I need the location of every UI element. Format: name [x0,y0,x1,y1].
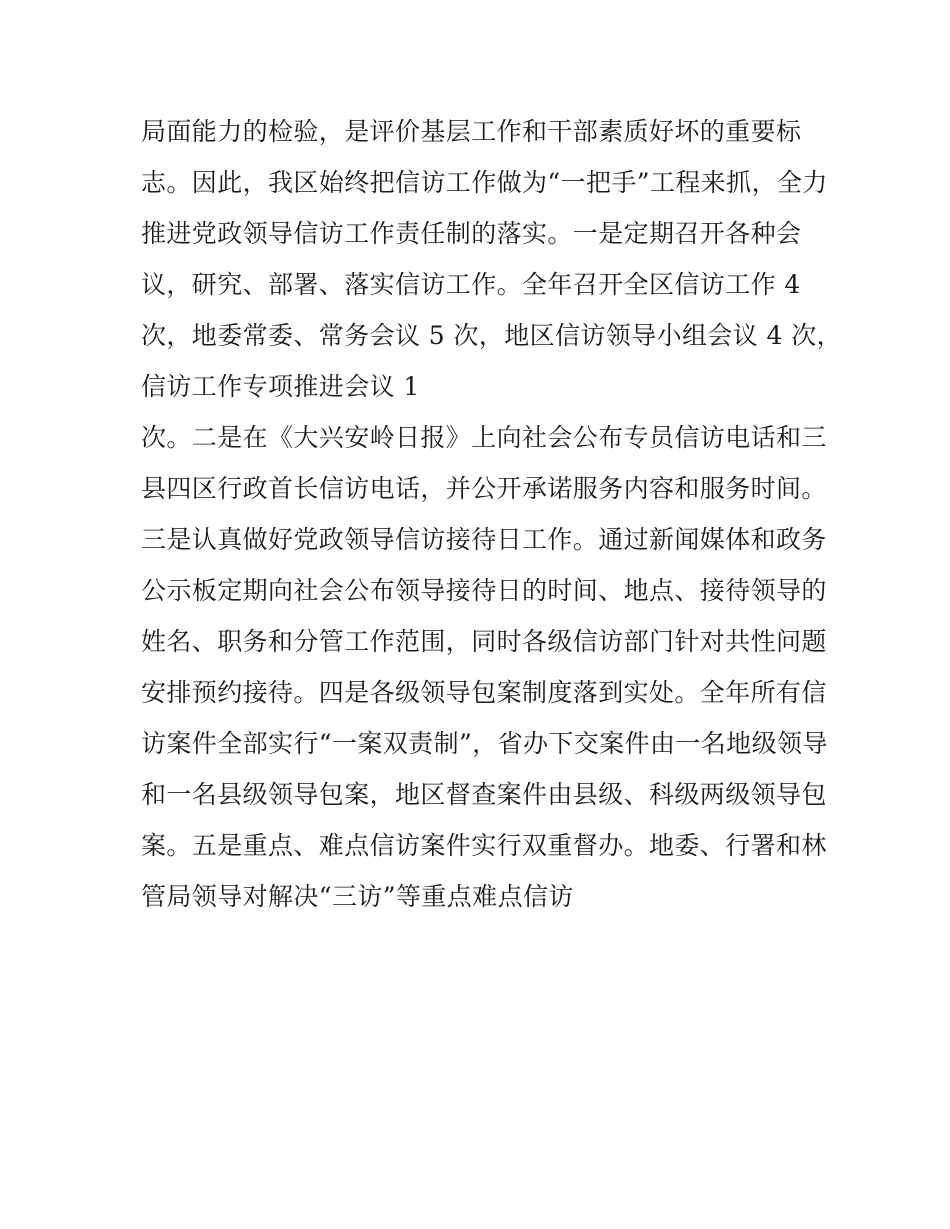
text-line: 次，地委常委、常务会议 5 次，地区信访领导小组会议 4 次， [141,321,843,350]
text-line: 信访工作专项推进会议 1 [141,372,420,401]
text-line: 议，研究、部署、落实信访工作。全年召开全区信访工作 4 [141,270,801,299]
text-line: 公示板定期向社会公布领导接待日的时间、地点、接待领导的 [141,576,827,605]
text-line: 案。五是重点、难点信访案件实行双重督办。地委、行署和林 [141,831,827,860]
text-line: 管局领导对解决“三访”等重点难点信访 [141,882,574,911]
text-line: 局面能力的检验，是评价基层工作和干部素质好坏的重要标 [141,117,802,146]
text-line: 志。因此，我区始终把信访工作做为“一把手”工程来抓，全力 [141,168,828,197]
text-line: 推进党政领导信访工作责任制的落实。一是定期召开各种会 [141,219,802,248]
text-line: 次。二是在《大兴安岭日报》上向社会公布专员信访电话和三 [141,423,827,452]
text-line: 三是认真做好党政领导信访接待日工作。通过新闻媒体和政务 [141,525,827,554]
text-line: 和一名县级领导包案，地区督查案件由县级、科级两级领导包 [141,780,827,809]
text-line: 县四区行政首长信访电话，并公开承诺服务内容和服务时间。 [141,474,827,503]
text-line: 姓名、职务和分管工作范围，同时各级信访部门针对共性问题 [141,627,827,656]
text-line: 访案件全部实行“一案双责制”，省办下交案件由一名地级领导 [141,729,828,758]
text-line: 安排预约接待。四是各级领导包案制度落到实处。全年所有信 [141,678,827,707]
body-text [141,106,843,922]
